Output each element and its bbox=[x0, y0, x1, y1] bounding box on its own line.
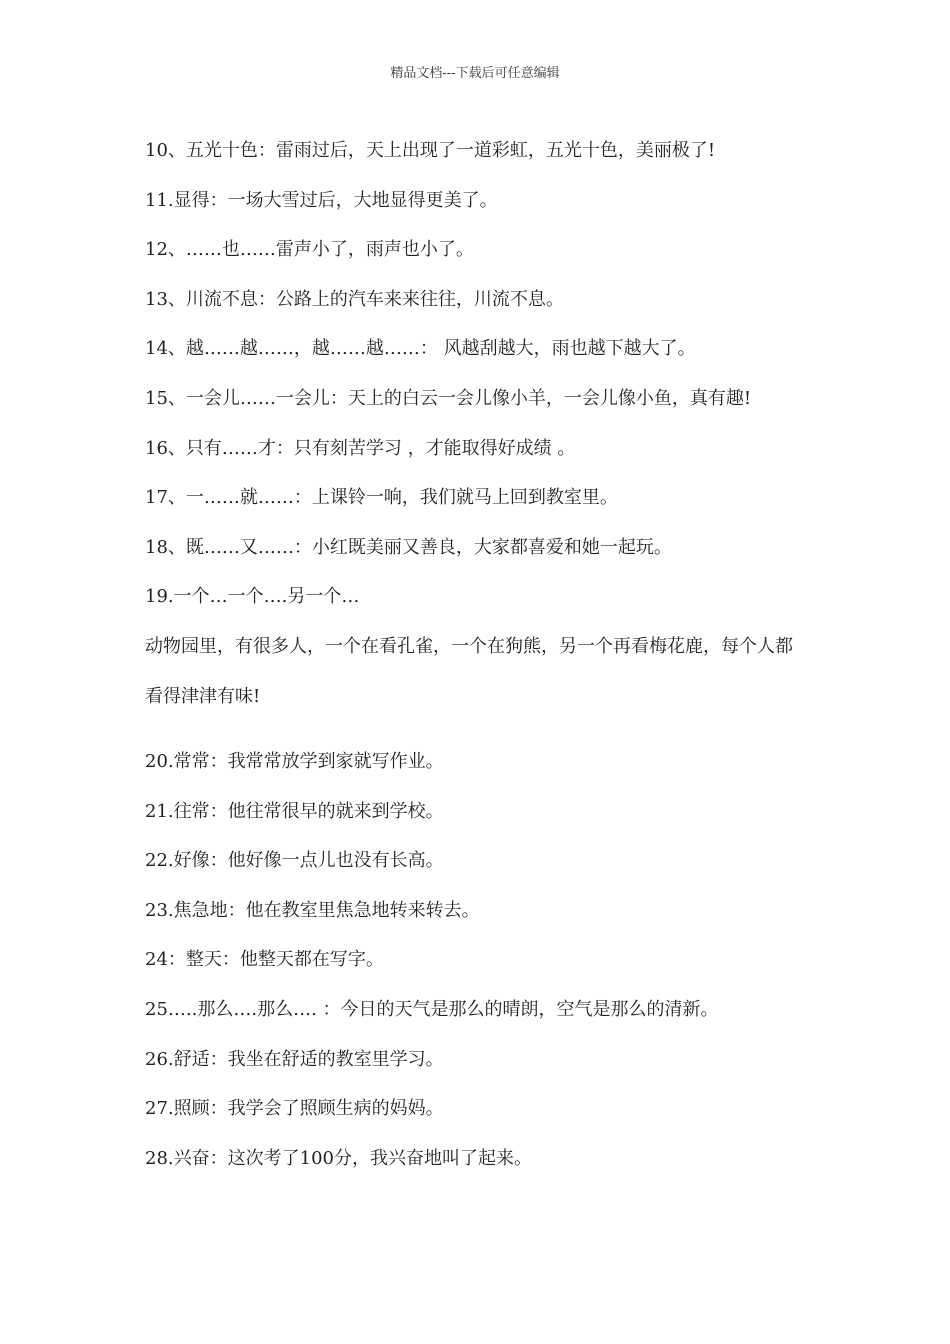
sentence-line: 12、……也……雷声小了，雨声也小了。 bbox=[145, 239, 474, 261]
sentence-line: 19.一个…一个….另一个… bbox=[145, 586, 360, 608]
sentence-line: 17、一……就……：上课铃一响，我们就马上回到教室里。 bbox=[145, 487, 618, 509]
sentence-line: 25…..那么….那么…. ：今日的天气是那么的晴朗，空气是那么的清新。 bbox=[145, 998, 719, 1020]
sentence-line: 20.常常：我常常放学到家就写作业。 bbox=[145, 750, 444, 772]
sentence-line: 22.好像：他好像一点儿也没有长高。 bbox=[145, 850, 444, 872]
sentence-line: 21.往常：他往常很早的就来到学校。 bbox=[145, 800, 444, 822]
sentence-line: 11.显得：一场大雪过后，大地显得更美了。 bbox=[145, 189, 498, 211]
page-header: 精品文档---下载后可任意编辑 bbox=[390, 66, 560, 81]
sentence-line: 10、五光十色：雷雨过后，天上出现了一道彩虹，五光十色，美丽极了! bbox=[145, 140, 716, 161]
sentence-line: 14、越……越……，越……越……： 风越刮越大，雨也越下越大了。 bbox=[145, 338, 696, 360]
sentence-line: 26.舒适：我坐在舒适的教室里学习。 bbox=[145, 1048, 444, 1070]
sentence-line: 24：整天：他整天都在写字。 bbox=[145, 949, 384, 971]
sentence-line: 23.焦急地：他在教室里焦急地转来转去。 bbox=[145, 899, 480, 921]
sentence-line: 16、只有……才：只有刻苦学习 ，才能取得好成绩 。 bbox=[145, 437, 576, 459]
sentence-line: 27.照顾：我学会了照顾生病的妈妈。 bbox=[145, 1098, 444, 1120]
document-body bbox=[145, 135, 805, 1192]
sentence-line: 13、川流不息：公路上的汽车来来往往，川流不息。 bbox=[145, 288, 564, 310]
sentence-line: 28.兴奋：这次考了100分，我兴奋地叫了起来。 bbox=[145, 1147, 532, 1169]
sentence-line: 18、既……又……：小红既美丽又善良，大家都喜爱和她一起玩。 bbox=[145, 536, 672, 558]
sentence-line: 15、一会儿……一会儿：天上的白云一会儿像小羊，一会儿像小鱼，真有趣! bbox=[145, 387, 752, 409]
example-paragraph: 动物园里，有很多人，一个在看孔雀，一个在狗熊，另一个再看梅花鹿，每个人都看得津津有味! bbox=[145, 635, 793, 707]
